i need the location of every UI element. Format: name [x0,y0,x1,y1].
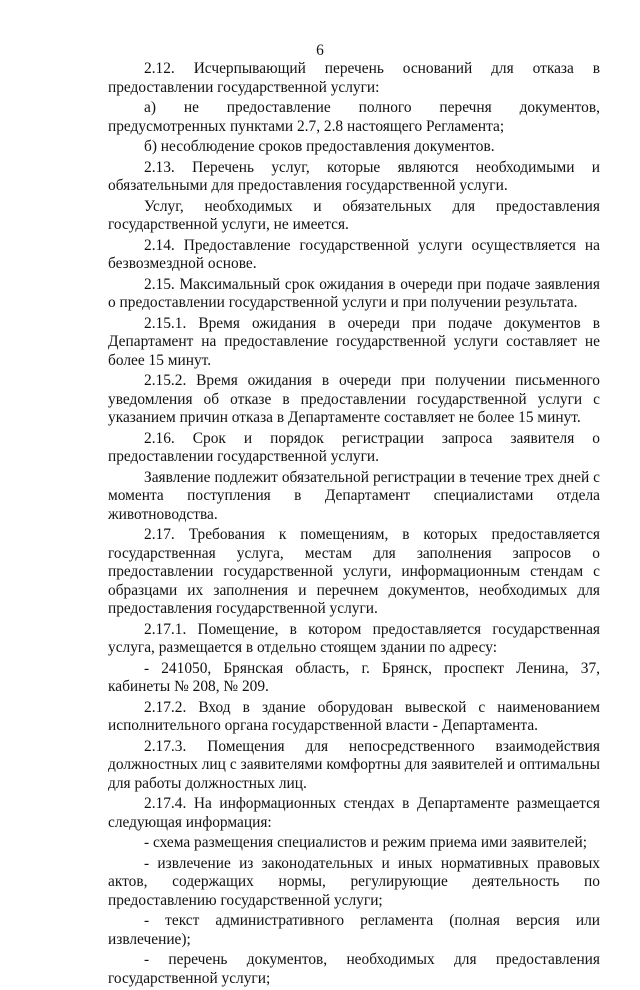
paragraph-2-17-1: 2.17.1. Помещение, в котором предоставляется государственная услуга, размещается в отдельно стоящем здании по адресу: [108,620,600,656]
paragraph-2-12: 2.12. Исчерпывающий перечень оснований для отказа в предоставлении государственной услуги: [108,60,600,96]
paragraph-2-17-2: 2.17.2. Вход в здание оборудован вывеской с наименованием исполнительного органа государственной власти - Департамента. [108,698,600,734]
paragraph-2-16: 2.16. Срок и порядок регистрации запроса заявителя о предоставлении государственной услуги. [108,429,600,465]
paragraph-2-13: 2.13. Перечень услуг, которые являются необходимыми и обязательными для предоставления государственной услуги. [108,158,600,194]
paragraph-2-14: 2.14. Предоставление государственной услуги осуществляется на безвозмездной основе. [108,236,600,272]
list-item-scheme: - схема размещения специалистов и режим приема ими заявителей; [144,834,588,851]
paragraph-2-17-3: 2.17.3. Помещения для непосредственного взаимодействия должностных лиц с заявителями комфортны для заявителей и оптимальны для работы должностных лиц. [108,737,600,792]
list-item-documents: - перечень документов, необходимых для предоставления государственной услуги; [108,951,600,987]
paragraph-2-12-b: б) несоблюдение сроков предоставления документов. [144,138,495,155]
paragraph-2-16-text: Заявление подлежит обязательной регистрации в течение трех дней с момента поступления в Департамент специалистами отдела животноводства. [108,468,600,523]
paragraph-2-13-text: Услуг, необходимых и обязательных для предоставления государственной услуги, не имеется. [108,197,600,233]
document-body [108,60,600,990]
page-number: 6 [316,42,324,59]
paragraph-2-15: 2.15. Максимальный срок ожидания в очереди при подаче заявления о предоставлении государственной услуги и при получении результата. [108,275,600,311]
paragraph-2-17-4: 2.17.4. На информационных стендах в Департаменте размещается следующая информация: [108,795,600,831]
paragraph-2-15-1: 2.15.1. Время ожидания в очереди при подаче документов в Департамент на предоставление государственной услуги составляет не более 15 минут. [108,314,600,369]
address-line: - 241050, Брянская область, г. Брянск, проспект Ленина, 37, кабинеты № 208, № 209. [108,659,600,695]
paragraph-2-17: 2.17. Требования к помещениям, в которых предоставляется государственная услуга, местам для заполнения запросов о предоставлении государственной услуги, информационным стендам с образцами их заполнения и перечнем документов, необходимых для предоставления государственной услуги. [108,526,600,617]
list-item-extract: - извлечение из законодательных и иных нормативных правовых актов, содержащих нормы, регулирующие деятельность по предоставлению государственной услуги; [108,854,600,909]
paragraph-2-12-a: а) не предоставление полного перечня документов, предусмотренных пунктами 2.7, 2.8 настоящего Регламента; [108,99,600,135]
list-item-regulation-text: - текст административного регламента (полная версия или извлечение); [108,912,600,948]
paragraph-2-15-2: 2.15.2. Время ожидания в очереди при получении письменного уведомления об отказе в предоставлении государственной услуги с указанием причин отказа в Департаменте составляет не более 15 минут. [108,372,600,426]
